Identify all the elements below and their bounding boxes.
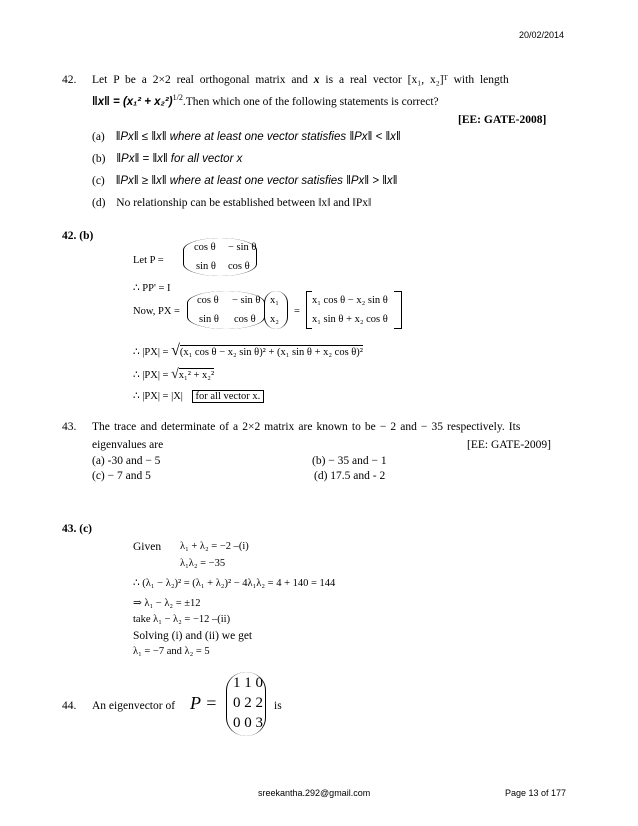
ans42-n12: − sin θ — [232, 295, 261, 306]
ans43-eq2: λ₁λ₂ = −35 — [180, 558, 226, 569]
q42-source: [EE: GATE-2008] — [458, 114, 547, 126]
step2-lhs: ∴ |PX| = — [133, 370, 169, 381]
q44-tail: is — [274, 700, 282, 712]
ans42-let-p: Let P = — [133, 255, 164, 266]
ans43-eq4: ⇒ λ₁ − λ₂ = ±12 — [133, 598, 201, 609]
q42-stem-text: Let P be a 2×2 real orthogonal matrix and — [92, 74, 308, 86]
q42-option-a — [92, 131, 401, 143]
ans42-step2 — [133, 367, 214, 383]
q42-stem-line2-tail: .Then which one of the following statements is correct? — [182, 95, 439, 108]
ans42-n21: sin θ — [199, 314, 219, 325]
ans42-now: Now, PX = — [133, 306, 180, 317]
ans42-n11: cos θ — [197, 295, 219, 306]
q42-option-b — [92, 153, 242, 165]
ans42-ppt: ∴ PP' = I — [133, 283, 171, 294]
q44-p-eq: P = — [190, 693, 218, 713]
ans42-r1: x₁ cos θ − x₂ sin θ — [312, 295, 388, 306]
q44-row1: 1 1 0 — [233, 675, 263, 691]
option-text: ‖Px‖ ≥ ‖x‖ where at least one vector satisfies ‖Px‖ > ‖x‖ — [115, 175, 398, 187]
option-label: (a) — [92, 131, 105, 143]
q44-number: 44. — [62, 700, 77, 712]
q43-option-b: (b) − 35 and − 1 — [312, 455, 387, 467]
q44-text: An eigenvector of — [92, 700, 176, 712]
step3-lhs: ∴ |PX| = |X| — [133, 391, 183, 402]
footer-email: sreekantha.292@gmail.com — [258, 788, 371, 798]
q43-line1: The trace and determinate of a 2×2 matrix are known to be − 2 and − 35 respectively. Its — [92, 421, 521, 433]
q42-stem-line1 — [92, 74, 509, 86]
q43-option-d: (d) 17.5 and - 2 — [314, 470, 386, 482]
q43-option-a: (a) -30 and − 5 — [92, 455, 161, 467]
q44-row3: 0 0 3 — [233, 715, 263, 731]
footer-page: Page 13 of 177 — [505, 788, 567, 798]
q43-option-c: (c) − 7 and 5 — [92, 470, 151, 482]
ans42-equals: = — [294, 306, 300, 317]
ans43-eq6: Solving (i) and (ii) we get — [133, 630, 253, 642]
option-label: (b) — [92, 153, 106, 165]
option-text: No relationship can be established between ‖x‖ and ‖Px‖ — [116, 197, 372, 209]
q42-stem-line2 — [92, 93, 439, 108]
ans43-eq7: λ₁ = −7 and λ₂ = 5 — [133, 646, 210, 657]
q43-number: 43. — [62, 421, 77, 433]
ans42-r2: x₁ sin θ + x₂ cos θ — [312, 314, 388, 325]
q43-source: [EE: GATE-2009] — [467, 439, 551, 451]
q42-stem-tail: is a real vector [x₁, x₂]ᵀ with length — [325, 74, 509, 86]
sqrt-icon: √ — [171, 367, 179, 382]
step3-tail: for all vector x. — [192, 390, 265, 403]
option-label: (d) — [92, 197, 106, 209]
q42-norm-def: ‖x‖ = (x₁² + x₂²) — [92, 95, 173, 108]
ans42-v1: x₁ — [270, 295, 279, 306]
ans43-eq3: ∴ (λ₁ − λ₂)² = (λ₁ + λ₂)² − 4λ₁λ₂ = 4 + 140 = 144 — [133, 578, 336, 589]
ans42-step3 — [133, 390, 264, 402]
option-text: ‖Px‖ = ‖x‖ for all vector x — [116, 153, 243, 165]
q42-x-symbol: x — [313, 74, 320, 86]
q42-option-d — [92, 197, 371, 209]
step2-rhs: x₁² + x₂² — [178, 370, 215, 381]
ans43-eq5: take λ₁ − λ₂ = −12 –(ii) — [133, 614, 231, 625]
q42-exponent: 1/2 — [172, 93, 183, 102]
ans42-m21: sin θ — [196, 261, 216, 272]
ans43-heading: 43. (c) — [62, 523, 93, 535]
step1-lhs: ∴ |PX| = — [133, 347, 169, 358]
ans42-step1 — [133, 342, 363, 360]
ans42-heading: 42. (b) — [62, 230, 94, 242]
sqrt-icon: √ — [171, 342, 180, 359]
ans43-given: Given — [133, 541, 162, 553]
ans42-m11: cos θ — [194, 242, 216, 253]
ans42-n22: cos θ — [234, 314, 256, 325]
ans42-m22: cos θ — [228, 261, 250, 272]
step1-rhs: (x₁ cos θ − x₂ sin θ)² + (x₁ sin θ + x₂ cos θ)² — [179, 347, 363, 358]
q42-option-c — [92, 175, 397, 187]
q42-number: 42. — [62, 74, 77, 86]
q44-row2: 0 2 2 — [233, 695, 263, 711]
ans42-m12: − sin θ — [228, 242, 257, 253]
q43-line2: eigenvalues are — [92, 439, 164, 451]
option-text: ‖Px‖ ≤ ‖x‖ where at least one vector statisfies ‖Px‖ < ‖x‖ — [115, 131, 401, 143]
header-date: 20/02/2014 — [519, 30, 565, 40]
option-label: (c) — [92, 175, 105, 187]
ans42-v2: x₂ — [270, 314, 279, 325]
ans43-eq1: λ₁ + λ₂ = −2 –(i) — [180, 541, 249, 552]
